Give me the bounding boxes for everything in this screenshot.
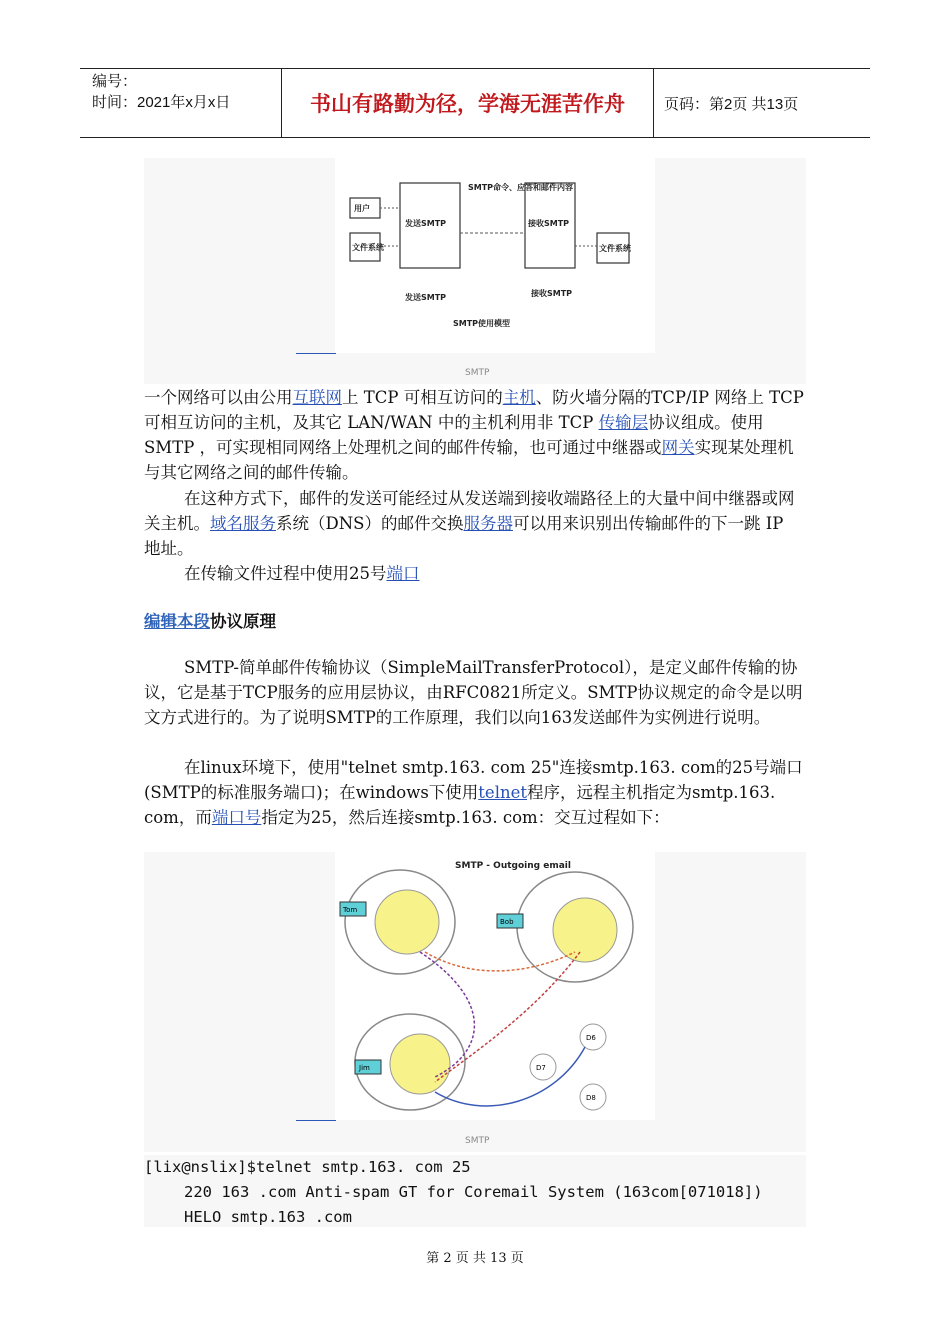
figure-1-caption: SMTP <box>465 368 490 378</box>
paragraph-4: SMTP-简单邮件传输协议（SimpleMailTransferProtocol），是定义邮件传输的协议，它是基于TCP服务的应用层协议，由RFC0821所定义。SMTP协议规定的命令是以明文方式进行的。为了说明SMTP的工作原理，我们以向163发送邮件为实例进行说明。 <box>144 658 803 727</box>
figure-2-link-underline <box>296 1120 336 1121</box>
server-core-3 <box>390 1034 450 1094</box>
header-motto: 书山有路勤为径，学海无涯苦作舟 <box>282 69 654 137</box>
path-blue <box>435 1047 585 1106</box>
paragraph-3: 在传输文件过程中使用25号端口 <box>184 564 420 583</box>
paragraph-2: 在这种方式下，邮件的发送可能经过从发送端到接收端路径上的大量中间中继器或网关主机。域名服务系统（DNS）的邮件交换服务器可以用来识别出传输邮件的下一跳 IP 地址。 <box>144 489 795 558</box>
link-dns[interactable]: 域名服务 <box>210 514 276 533</box>
node-jim: Jim <box>359 1064 370 1072</box>
link-transport-layer[interactable]: 传输层 <box>598 413 649 432</box>
edit-section-link[interactable]: 编辑本段 <box>144 612 210 631</box>
link-host[interactable]: 主机 <box>502 388 536 407</box>
page-header <box>80 68 870 138</box>
link-gateway[interactable]: 网关 <box>661 438 695 457</box>
page-footer: 第 2 页 共 13 页 <box>426 1251 524 1266</box>
node-tom: Tom <box>343 906 358 914</box>
recv-smtp-label: 接收SMTP <box>528 219 570 228</box>
send-bottom-label: 发送SMTP <box>405 293 447 302</box>
node-d8: D8 <box>586 1094 596 1102</box>
section-heading <box>144 608 276 632</box>
path-orange <box>425 952 575 971</box>
link-server[interactable]: 服务器 <box>463 514 513 533</box>
doc-number-label: 编号： <box>92 73 138 90</box>
node-d7: D7 <box>536 1064 546 1072</box>
link-port[interactable]: 端口 <box>386 564 420 583</box>
paragraph-5: 在linux环境下，使用"telnet smtp.163. com 25"连接smtp.163. com的25号端口(SMTP的标准服务端口)；在windows下使用telnet程序，远程主机指定为smtp.163. com，而端口号指定为25，然后连接smtp.163. com：交互过程如下： <box>144 758 803 827</box>
smtp-outgoing-diagram <box>335 852 655 1120</box>
user-label: 用户 <box>354 204 370 213</box>
header-meta <box>80 69 282 137</box>
code-block <box>144 1155 804 1230</box>
recv-bottom-label: 接收SMTP <box>531 289 573 298</box>
code-line-1: [lix@nslix]$telnet smtp.163. com 25 <box>144 1158 471 1176</box>
figure-2-title: SMTP - Outgoing email <box>455 861 571 871</box>
figure-2-image <box>335 852 655 1120</box>
header-page-info: 页码：第2页 共13页 <box>664 95 799 113</box>
model-label: SMTP使用模型 <box>453 319 511 328</box>
node-bob: Bob <box>500 918 514 926</box>
cmd-label: SMTP命令、应答和邮件内容 <box>468 183 574 192</box>
smtp-model-diagram <box>335 158 655 353</box>
code-line-3: HELO smtp.163 .com <box>184 1208 352 1226</box>
link-port-number[interactable]: 端口号 <box>211 808 262 827</box>
paragraph-1: 一个网络可以由公用互联网上 TCP 可相互访问的主机、防火墙分隔的TCP/IP 网络上 TCP 可相互访问的主机，及其它 LAN/WAN 中的主机利用非 TCP 传输层协议组成。使用 SMTP ，可实现相同网络上处理机之间的邮件传输，也可通过中继器或网关实现某处理机与其它网络之间的邮件传输。 <box>144 388 804 482</box>
code-line-2: 220 163 .com Anti-spam GT for Coremail System (163com[071018]) <box>184 1183 763 1201</box>
fs-left-label: 文件系统 <box>352 243 384 252</box>
figure-1-image <box>335 158 655 353</box>
node-d6: D6 <box>586 1034 596 1042</box>
send-smtp-label: 发送SMTP <box>405 219 447 228</box>
figure-2-caption: SMTP <box>465 1136 490 1146</box>
server-core-2 <box>553 898 617 962</box>
link-telnet[interactable]: telnet <box>478 783 527 802</box>
fs-right-label: 文件系统 <box>599 244 631 253</box>
doc-time-label: 时间：2021年x月x日 <box>92 94 231 111</box>
server-core-1 <box>375 890 439 954</box>
section-title: 协议原理 <box>210 612 276 631</box>
link-internet[interactable]: 互联网 <box>292 388 342 407</box>
figure-1-link-underline <box>296 353 336 354</box>
